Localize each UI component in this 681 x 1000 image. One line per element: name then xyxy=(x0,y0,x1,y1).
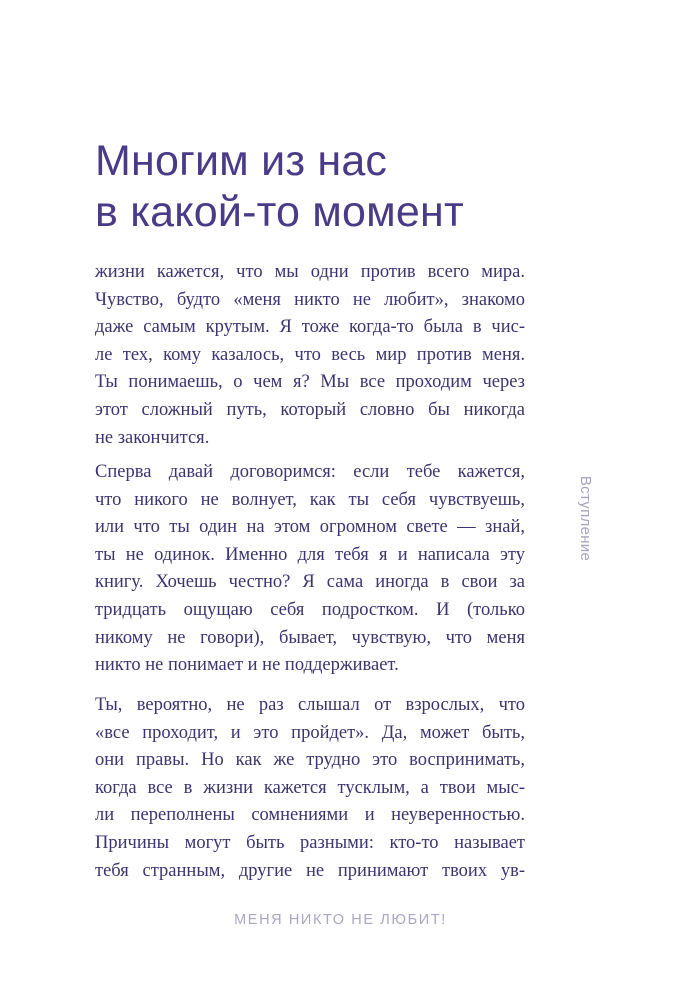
text-line: они правы. Но как же трудно это воспринимать, xyxy=(95,750,525,771)
text-line: Сперва давай договоримся: если тебе кажется, xyxy=(95,462,525,482)
chapter-title-line: в какой-то момент xyxy=(95,188,464,236)
text-line: «все проходит, и это пройдет». Да, может быть, xyxy=(95,722,525,743)
text-line: никому не говори), бывает, чувствую, что меня xyxy=(95,627,525,648)
text-line: Ты, вероятно, не раз слышал от взрослых, что xyxy=(95,695,525,715)
text-line: ты не одинок. Именно для тебя я и написала эту xyxy=(95,544,525,565)
paragraph-2 xyxy=(95,459,525,680)
paragraph-1 xyxy=(95,259,525,452)
text-line: даже самым крутым. Я тоже когда-то была в чис- xyxy=(95,317,525,338)
section-side-label xyxy=(572,468,600,568)
text-line: жизни кажется, что мы одни против всего мира. xyxy=(95,262,525,282)
text-line: книгу. Хочешь честно? Я сама иногда в свои за xyxy=(95,572,525,593)
text-line: не закончится. xyxy=(95,427,210,448)
section-side-label-text: Вступление xyxy=(577,475,595,561)
text-line: этот сложный путь, который словно бы никогда xyxy=(95,399,525,420)
text-line: Ты понимаешь, о чем я? Мы все проходим через xyxy=(95,372,525,393)
text-line: Чувство, будто «меня никто не любит», знакомо xyxy=(95,289,525,310)
text-line: Причины могут быть разными: кто-то называет xyxy=(95,832,525,853)
text-line: тридцать ощущаю себя подростком. И (только xyxy=(95,599,525,620)
text-line: никто не понимает и не поддерживает. xyxy=(95,655,399,676)
text-line: когда все в жизни кажется тусклым, а твои мыс- xyxy=(95,777,525,798)
text-line: ли переполнены сомнениями и неуверенностью. xyxy=(95,805,525,826)
text-line: что никого не волнует, как ты себя чувствуешь, xyxy=(95,489,525,510)
paragraph-3 xyxy=(95,692,525,885)
text-line: ле тех, кому казалось, что весь мир против меня. xyxy=(95,344,525,365)
running-footer: МЕНЯ НИКТО НЕ ЛЮБИТ! xyxy=(234,912,447,928)
text-line: или что ты один на этом огромном свете — знай, xyxy=(95,517,525,538)
chapter-title-line: Многим из нас xyxy=(95,137,388,185)
text-line: тебя странным, другие не принимают твоих ув- xyxy=(95,860,525,881)
chapter-title xyxy=(95,136,565,238)
